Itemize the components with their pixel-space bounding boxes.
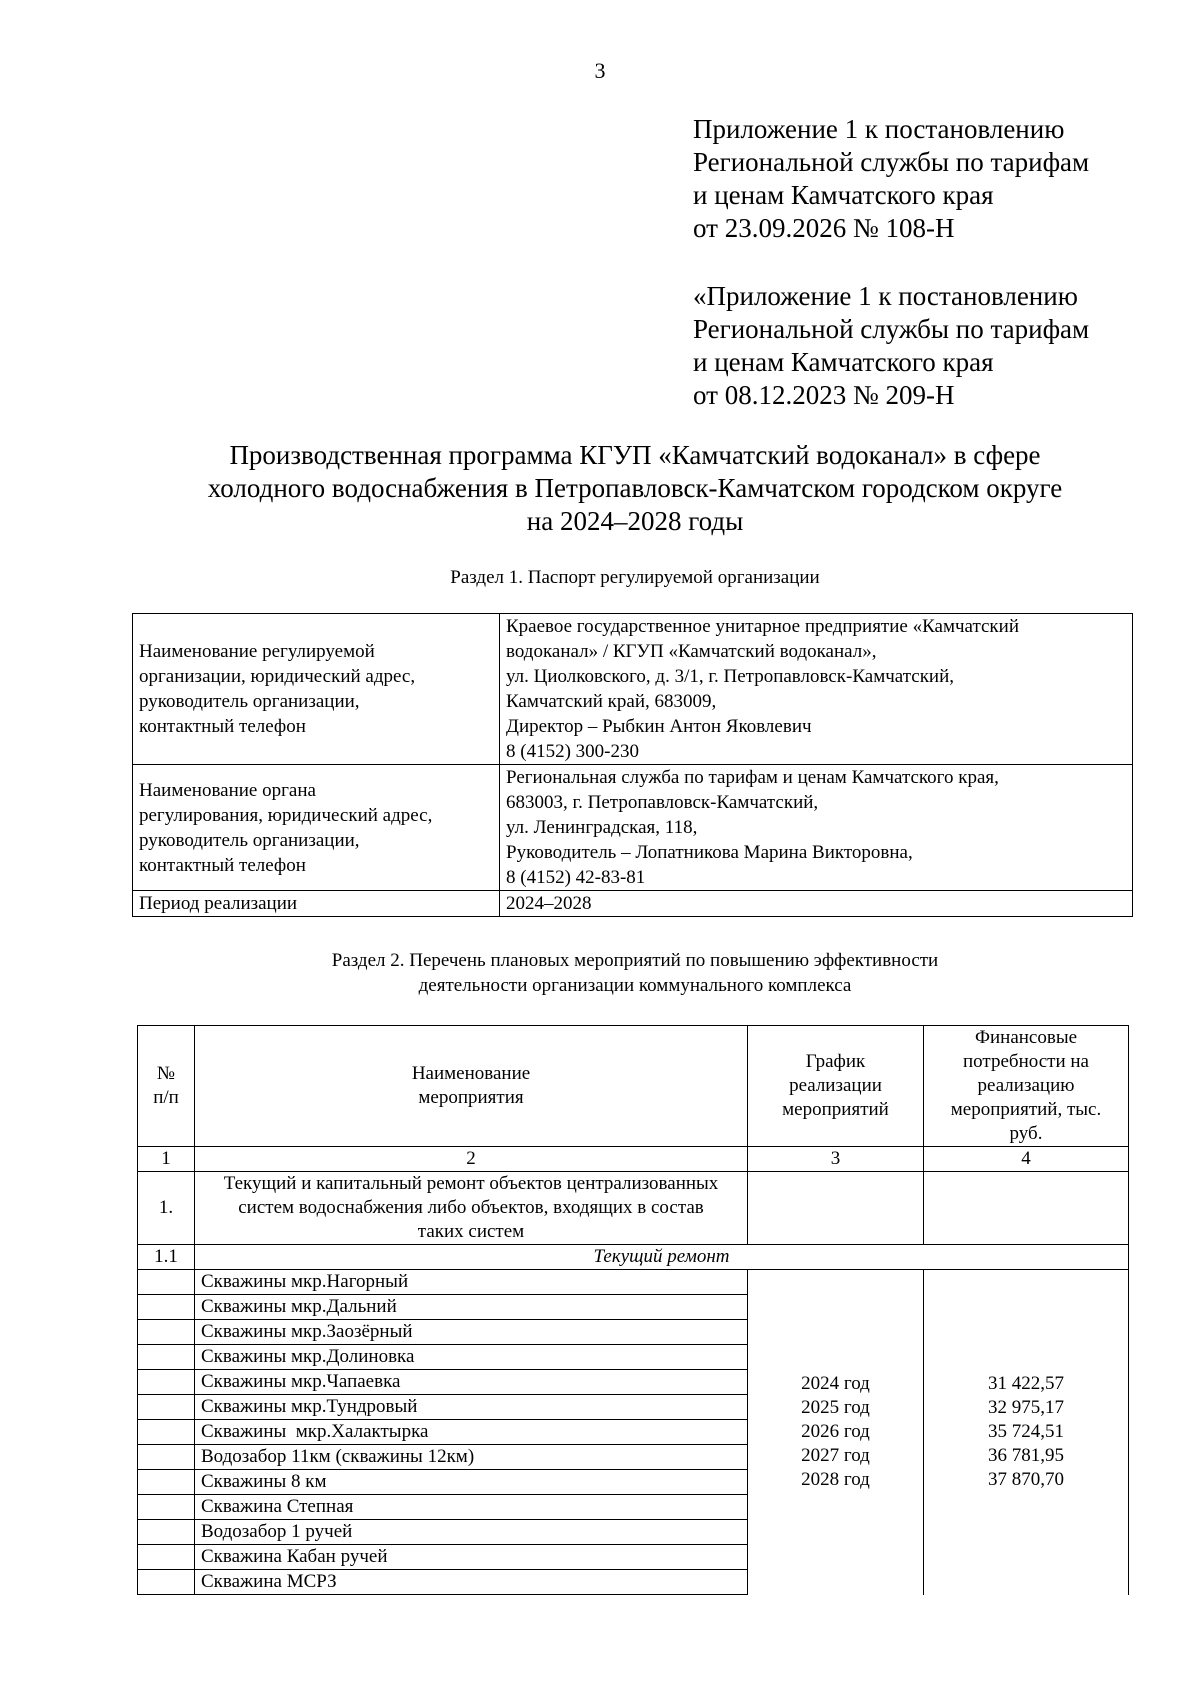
appendix-previous-line: Региональной службы по тарифам	[693, 314, 1090, 344]
measure-name-line: таких систем	[417, 1221, 525, 1242]
empty-cell	[138, 1470, 195, 1495]
object-name: Скважины мкр.Дальний	[195, 1295, 748, 1320]
label-line: контактный телефон	[139, 716, 306, 737]
empty-cell	[924, 1172, 1129, 1245]
column-numbers-row	[138, 1147, 1129, 1172]
passport-row-organization	[133, 614, 1133, 765]
passport-value	[500, 614, 1133, 765]
measures-header-row	[138, 1026, 1129, 1147]
amount-line: 32 975,17	[988, 1397, 1064, 1419]
document-title	[60, 439, 1200, 538]
appendix-current-line: Приложение 1 к постановлению	[693, 114, 1065, 144]
object-name: Водозабор 11км (скважины 12км)	[195, 1445, 748, 1470]
empty-cell	[138, 1495, 195, 1520]
header-line: потребности на	[963, 1051, 1089, 1072]
page-number: 3	[594, 58, 606, 83]
value-line: водоканал» / КГУП «Камчатский водоканал»,	[506, 641, 877, 662]
title-line: на 2024–2028 годы	[526, 506, 744, 536]
header-line: График	[805, 1051, 866, 1072]
header-line: Наименование	[411, 1063, 531, 1084]
header-num	[138, 1026, 195, 1147]
header-line: руб.	[1009, 1123, 1043, 1144]
value-line: 8 (4152) 42-83-81	[506, 867, 646, 888]
label-line: контактный телефон	[139, 854, 306, 876]
measure-name-line: систем водоснабжения либо объектов, входящих в состав	[238, 1197, 704, 1218]
section2-heading	[0, 948, 1200, 998]
finance-cell	[924, 1270, 1129, 1595]
appendix-current-line: Региональной службы по тарифам	[693, 147, 1090, 177]
label-line: регулирования, юридический адрес,	[139, 804, 433, 826]
object-name: Скважины мкр.Тундровый	[195, 1395, 748, 1420]
header-line: №	[156, 1063, 176, 1084]
value-line: Краевое государственное унитарное предприятие «Камчатский	[506, 616, 1019, 637]
amount-line: 36 781,95	[988, 1445, 1064, 1467]
object-name: Скважины мкр.Заозёрный	[195, 1320, 748, 1345]
label-line: руководитель организации,	[139, 829, 360, 851]
subsection-label: Текущий ремонт	[195, 1245, 1129, 1270]
header-line: мероприятия	[418, 1087, 524, 1108]
row-number: 1.	[138, 1172, 195, 1245]
header-name	[195, 1026, 748, 1147]
appendix-current-line: от 23.09.2026 № 108-Н	[693, 213, 955, 243]
measure-row-1-1	[138, 1245, 1129, 1270]
header-line: мероприятий, тыс.	[950, 1099, 1102, 1120]
amount-line: 37 870,70	[988, 1469, 1064, 1491]
header-line: реализации	[789, 1075, 882, 1096]
label-line: Наименование органа	[139, 779, 316, 801]
object-name: Скважины мкр.Халактырка	[195, 1420, 748, 1445]
empty-cell	[138, 1295, 195, 1320]
year-line: 2028 год	[801, 1469, 870, 1491]
value-line: Руководитель – Лопатникова Марина Викторовна,	[506, 842, 913, 863]
object-name: Скважины мкр.Чапаевка	[195, 1370, 748, 1395]
empty-cell	[138, 1545, 195, 1570]
schedule-cell	[748, 1270, 924, 1595]
year-line: 2026 год	[801, 1421, 870, 1443]
empty-cell	[138, 1370, 195, 1395]
object-name: Скважины 8 км	[195, 1470, 748, 1495]
amount-line: 35 724,51	[988, 1421, 1064, 1443]
empty-cell	[138, 1520, 195, 1545]
year-line: 2025 год	[801, 1397, 870, 1419]
passport-label	[133, 614, 500, 765]
value-line: ул. Циолковского, д. 3/1, г. Петропавловск-Камчатский,	[506, 666, 955, 687]
year-line: 2024 год	[801, 1373, 870, 1395]
appendix-current-line: и ценам Камчатского края	[693, 180, 994, 210]
empty-cell	[138, 1445, 195, 1470]
value-line: Директор – Рыбкин Антон Яковлевич	[506, 716, 812, 737]
appendix-previous	[693, 280, 1089, 412]
object-row	[138, 1270, 1129, 1295]
empty-cell	[138, 1320, 195, 1345]
value-line: Камчатский край, 683009,	[506, 691, 717, 712]
section2-heading-line: Раздел 2. Перечень плановых мероприятий по повышению эффективности	[331, 950, 939, 971]
column-number: 3	[748, 1147, 924, 1172]
column-number: 1	[138, 1147, 195, 1172]
object-name: Скважина МСРЗ	[195, 1570, 748, 1595]
column-number: 4	[924, 1147, 1129, 1172]
title-line: Производственная программа КГУП «Камчатский водоканал» в сфере	[229, 440, 1041, 470]
header-finance	[924, 1026, 1129, 1147]
title-line: холодного водоснабжения в Петропавловск-Камчатском городском округе	[207, 473, 1063, 503]
header-schedule	[748, 1026, 924, 1147]
value-line: 683003, г. Петропавловск-Камчатский,	[506, 792, 819, 813]
empty-cell	[138, 1345, 195, 1370]
year-line: 2027 год	[801, 1445, 870, 1467]
empty-cell	[138, 1570, 195, 1595]
passport-value: 2024–2028	[500, 891, 1133, 917]
header-line: реализацию	[977, 1075, 1075, 1096]
section1-heading: Раздел 1. Паспорт регулируемой организации	[450, 567, 820, 588]
object-name: Скважина Кабан ручей	[195, 1545, 748, 1570]
object-name: Скважина Степная	[195, 1495, 748, 1520]
object-name: Скважины мкр.Долиновка	[195, 1345, 748, 1370]
header-line: мероприятий	[782, 1099, 889, 1120]
appendix-previous-line: от 08.12.2023 № 209-Н	[693, 380, 955, 410]
empty-cell	[748, 1172, 924, 1245]
header-line: Финансовые	[974, 1027, 1078, 1048]
passport-value	[500, 765, 1133, 891]
empty-cell	[138, 1270, 195, 1295]
value-line: Региональная служба по тарифам и ценам Камчатского края,	[506, 767, 999, 788]
amount-line: 31 422,57	[988, 1373, 1064, 1395]
appendix-previous-line: и ценам Камчатского края	[693, 347, 994, 377]
value-line: ул. Ленинградская, 118,	[506, 817, 698, 838]
appendix-previous-line: «Приложение 1 к постановлению	[693, 281, 1078, 311]
label-line: Наименование регулируемой	[139, 641, 375, 662]
empty-cell	[138, 1420, 195, 1445]
appendix-current	[693, 113, 1089, 245]
label-line: организации, юридический адрес,	[139, 666, 416, 687]
value-line: 8 (4152) 300-230	[506, 741, 639, 762]
measure-name	[195, 1172, 748, 1245]
object-name: Скважины мкр.Нагорный	[195, 1270, 748, 1295]
label-line: руководитель организации,	[139, 691, 360, 712]
object-name: Водозабор 1 ручей	[195, 1520, 748, 1545]
measures-table	[137, 1025, 1129, 1595]
passport-row-regulator	[133, 765, 1133, 891]
passport-label	[133, 765, 500, 891]
measure-name-line: Текущий и капитальный ремонт объектов централизованных	[223, 1173, 719, 1194]
passport-table	[132, 613, 1133, 917]
section2-heading-line: деятельности организации коммунального комплекса	[418, 975, 852, 996]
column-number: 2	[195, 1147, 748, 1172]
row-number: 1.1	[138, 1245, 195, 1270]
header-line: п/п	[153, 1087, 179, 1108]
passport-row-period	[133, 891, 1133, 917]
empty-cell	[138, 1395, 195, 1420]
measure-row-1	[138, 1172, 1129, 1245]
passport-label: Период реализации	[133, 891, 500, 917]
